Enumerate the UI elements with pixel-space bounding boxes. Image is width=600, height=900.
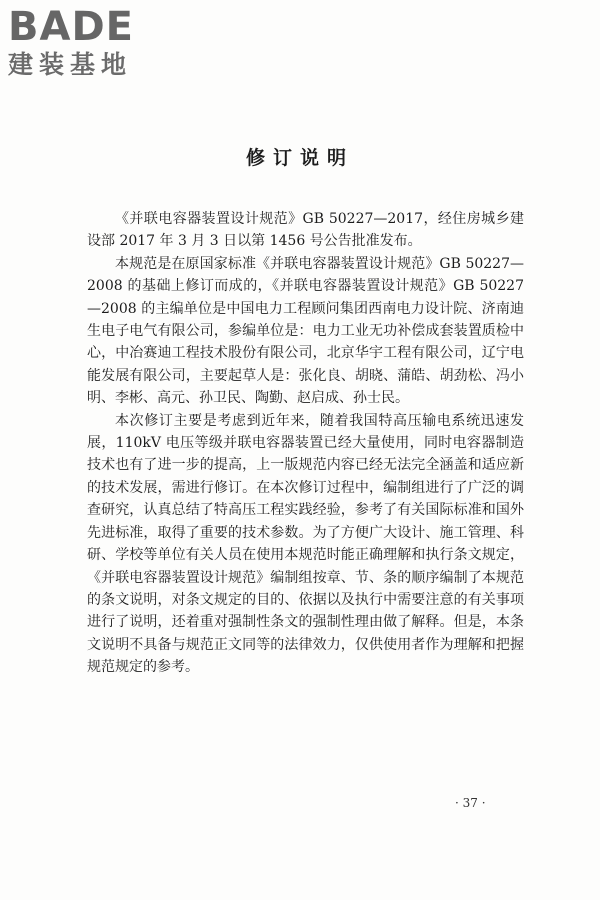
logo-wordmark: BADE [8,4,134,50]
document-body [87,208,524,679]
logo-chinese-name: 建装基地 [8,50,133,79]
logo [8,6,178,80]
paragraph-3: 本次修订主要是考虑到近年来，随着我国特高压输电系统迅速发展，110kV 电压等级并联电容器装置已经大量使用，同时电容器制造技术也有了进一步的提高，上一版规范内容已经无法完全涵盖和适应新的技术发展，需进行修订。在本次修订过程中，编制组进行了广泛的调查研究，认真总结了特高压工程实践经验，参考了有关国际标准和国外先进标准，取得了重要的技术参数。为了方便广大设计、施工管理、科研、学校等单位有关人员在使用本规范时能正确理解和执行条文规定，《并联电容器装置设计规范》编制组按章、节、条的顺序编制了本规范的条文说明，对条文规定的目的、依据以及执行中需要注意的有关事项进行了说明，还着重对强制性条文的强制性理由做了解释。但是，本条文说明不具备与规范正文同等的法律效力，仅供使用者作为理解和把握规范规定的参考。 [87,412,524,676]
page-title: 修订说明 [245,147,354,169]
paragraph-2: 本规范是在原国家标准《并联电容器装置设计规范》GB 50227—2008 的基础上修订而成的，《并联电容器装置设计规范》GB 50227—2008 的主编单位是中国电力工程顾问集团西南电力设计院、济南迪生电子电气有限公司，参编单位是：电力工业无功补偿成套装置质检中心，中冶赛迪工程技术股份有限公司，北京华宇工程有限公司，辽宁电能发展有限公司，主要起草人是：张化良、胡晓、蒲皓、胡劲松、冯小明、李彬、高元、孙卫民、陶勤、赵启成、孙士民。 [87,255,524,407]
page-number: · 37 · [455,796,486,810]
paragraph-1: 《并联电容器装置设计规范》GB 50227—2017，经住房城乡建设部 2017 年 3 月 3 日以第 1456 号公告批准发布。 [87,211,524,250]
